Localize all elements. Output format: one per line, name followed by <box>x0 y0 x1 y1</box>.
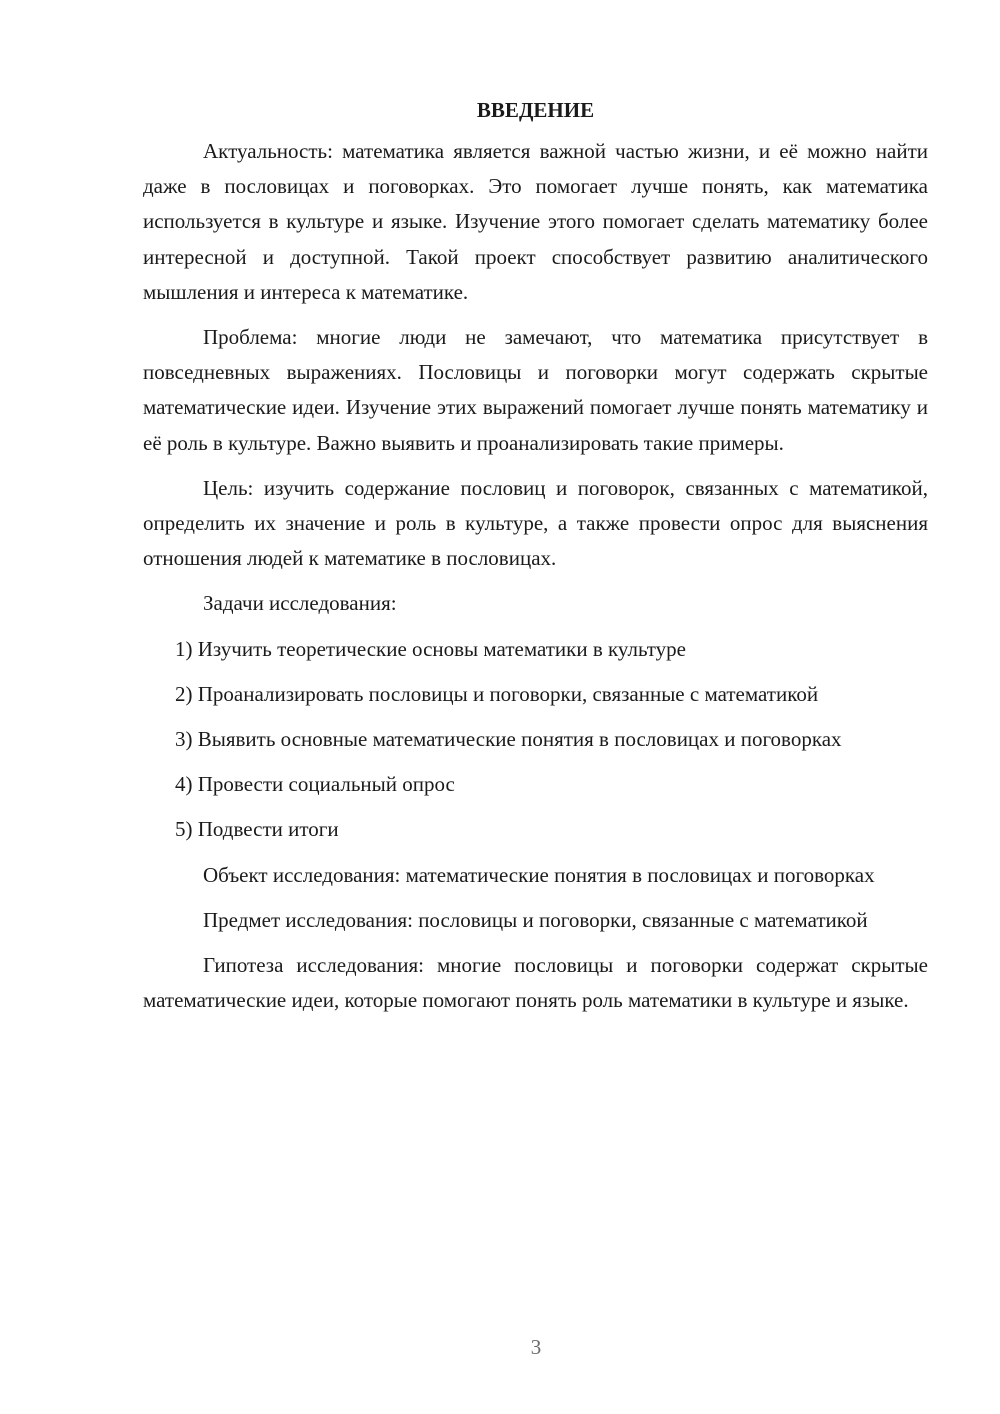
page-content <box>143 92 928 1018</box>
page-title: ВВЕДЕНИЕ <box>476 98 595 122</box>
paragraph-problem: Проблема: многие люди не замечают, что математика присутствует в повседневных выражениях. Пословицы и поговорки могут содержать скрытые математические идеи. Изучение этих выражений помогает лучше понять математику и её роль в культуре. Важно выявить и проанализировать такие примеры. <box>143 325 928 455</box>
task-item-1: 1) Изучить теоретические основы математики в культуре <box>175 636 686 661</box>
task-item-3: 3) Выявить основные математические понятия в пословицах и поговорках <box>175 727 842 752</box>
paragraph-object: Объект исследования: математические понятия в пословицах и поговорках <box>203 862 875 887</box>
task-item-5: 5) Подвести итоги <box>175 817 339 842</box>
task-item-4: 4) Провести социальный опрос <box>175 772 455 797</box>
paragraph-goal: Цель: изучить содержание пословиц и поговорок, связанных с математикой, определить их значение и роль в культуре, а также провести опрос для выяснения отношения людей к математике в пословицах. <box>143 475 928 571</box>
page-number: 3 <box>530 1335 542 1359</box>
paragraph-relevance: Актуальность: математика является важной частью жизни, и её можно найти даже в пословицах и поговорках. Это помогает лучше понять, как математика используется в культуре и языке. Изучение этого помогает сделать математику более интересной и доступной. Такой проект способствует развитию аналитического мышления и интереса к математике. <box>143 139 928 304</box>
paragraph-hypothesis: Гипотеза исследования: многие пословицы и поговорки содержат скрытые математические идеи, которые помогают понять роль математики в культуре и языке. <box>143 953 928 1013</box>
task-item-2: 2) Проанализировать пословицы и поговорки, связанные с математикой <box>175 681 819 706</box>
paragraph-subject: Предмет исследования: пословицы и поговорки, связанные с математикой <box>203 907 868 932</box>
paragraph-tasks-heading: Задачи исследования: <box>203 591 397 616</box>
